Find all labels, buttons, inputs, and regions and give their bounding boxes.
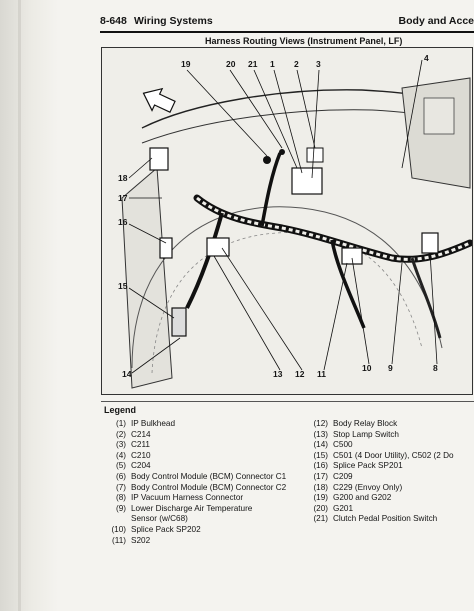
harness-branch-upper (262, 153, 280, 226)
legend-item: (15) C501 (4 Door Utility), C502 (2 Do (313, 450, 454, 460)
page-number: 8-648 (100, 15, 127, 27)
legend-item: (4) C210 (115, 450, 151, 460)
bulkhead-cutout (424, 98, 454, 134)
callout-3: 3 (316, 59, 321, 69)
legend-item: (13) Stop Lamp Switch (313, 429, 399, 439)
harness-routing-diagram (102, 48, 472, 394)
ground-g201 (279, 149, 285, 155)
legend-column-right (306, 419, 474, 525)
figure-frame (101, 47, 473, 395)
legend-item: (5) C204 (115, 461, 151, 471)
forward-arrow-icon (138, 82, 177, 117)
callout-17: 17 (118, 193, 128, 203)
legend-item: (20) G201 (313, 503, 354, 513)
callout-14: 14 (122, 369, 132, 379)
section-title: Wiring Systems (134, 15, 213, 27)
legend-divider (101, 401, 474, 402)
callout-1: 1 (270, 59, 275, 69)
connector-c229 (150, 148, 168, 170)
callout-12: 12 (295, 369, 305, 379)
legend-item: (8) IP Vacuum Harness Connector (115, 493, 244, 503)
legend-item: (7) Body Control Module (BCM) Connector C2 (115, 482, 287, 492)
vacuum-harness-connector (422, 233, 438, 253)
callout-19: 19 (181, 59, 191, 69)
legend-title: Legend (104, 405, 137, 415)
connector-c501 (172, 308, 186, 336)
legend-item: (18) C229 (Envoy Only) (313, 482, 403, 492)
legend-item: (14) C500 (313, 440, 353, 450)
callout-10: 10 (362, 363, 372, 373)
callout-2: 2 (294, 59, 299, 69)
callout-13: 13 (273, 369, 283, 379)
scan-shadow-line (18, 0, 21, 611)
legend-item: (1) IP Bulkhead (115, 419, 176, 428)
legend-item: (21) Clutch Pedal Position Switch (313, 514, 438, 524)
legend-item: (6) Body Control Module (BCM) Connector C1 (115, 471, 287, 481)
page-header (100, 15, 474, 31)
connector-c214 (307, 148, 323, 162)
legend-item: (9) Lower Discharge Air Temperature (115, 503, 253, 513)
legend-item: (10) Splice Pack SP202 (111, 524, 201, 534)
callout-20: 20 (226, 59, 236, 69)
splice-pack-sp202 (342, 248, 362, 264)
chapter-title: Body and Acce (398, 15, 474, 27)
legend-item: (16) Splice Pack SP201 (313, 461, 403, 471)
legend-item: Sensor (w/C68) (131, 514, 188, 524)
callout-15: 15 (118, 281, 128, 291)
callout-9: 9 (388, 363, 393, 373)
callout-11: 11 (317, 369, 326, 379)
header-rule (100, 31, 474, 33)
callout-18: 18 (118, 173, 128, 183)
callout-8: 8 (433, 363, 438, 373)
scan-binding-edge (0, 0, 58, 611)
kick-panel (122, 168, 172, 388)
callout-16: 16 (118, 217, 128, 227)
legend-item: (11) S202 (112, 535, 151, 545)
legend-item: (3) C211 (115, 440, 150, 450)
bcm-connector (292, 168, 322, 194)
ground-g200 (263, 156, 271, 164)
figure-title: Harness Routing Views (Instrument Panel, LF) (205, 36, 403, 46)
legend-item: (17) C209 (313, 471, 353, 481)
legend-item: (19) G200 and G202 (313, 493, 392, 503)
harness-branch-right (412, 258, 440, 338)
legend-column-left (104, 419, 286, 546)
legend-item: (2) C214 (115, 429, 151, 439)
legend-item: (12) Body Relay Block (313, 419, 398, 428)
callout-21: 21 (248, 59, 258, 69)
callout-4: 4 (424, 53, 429, 63)
